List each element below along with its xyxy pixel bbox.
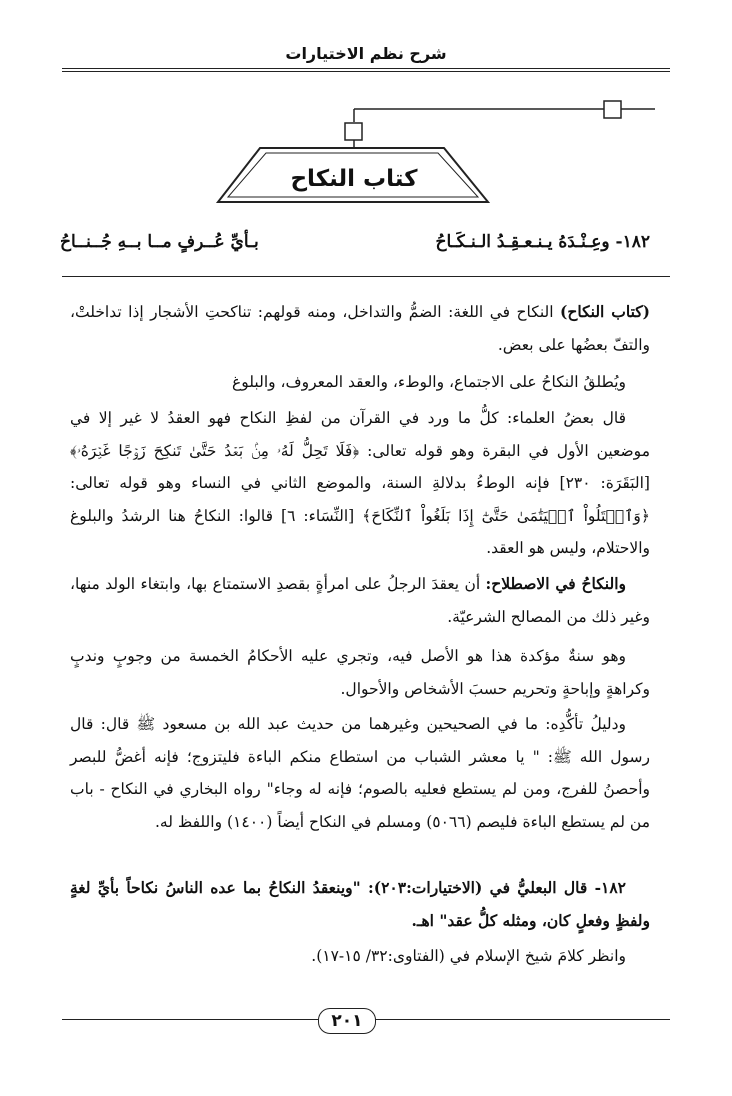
paragraph-quran-usage — [70, 402, 650, 565]
paragraph-text: ١٨٢- قال البعليُّ في (الاختيارات:٢٠٣): "وينعقدُ النكاحُ بما عده الناسُ نكاحاً بأيِّ لغةٍ ولفظٍ وفعلٍ كان، ومثله كلُّ عقد" اهـ. — [70, 878, 650, 930]
paragraph-hadith-evidence — [70, 708, 650, 838]
paragraph-text: أن يعقدَ الرجلُ على امرأةٍ بقصدِ الاستمتاع بها، وابتغاء الولد منها، وغير ذلك من المصالح الشرعيّة. — [70, 575, 650, 626]
paragraph-footnote-ikhtiyarat — [70, 872, 650, 937]
header-rule — [62, 68, 670, 69]
paragraph-lead: والنكاحُ في الاصطلاح: — [485, 574, 626, 593]
page-number: ٢٠١ — [318, 1008, 376, 1034]
paragraph-ruling — [70, 640, 650, 705]
paragraph-text: النكاح في اللغة: الضمُّ والتداخل، ومنه قولهم: تناكحتِ الأشجار إذا تداخلتْ، والتفّ بعضُها على بعض. — [70, 303, 650, 354]
header-rule-thin — [62, 71, 670, 72]
footer-rule-right — [374, 1019, 670, 1020]
paragraph-lead: (كتاب النكاح) — [560, 302, 650, 321]
running-title: شرح نظم الاختيارات — [285, 44, 447, 63]
verse-line — [60, 232, 650, 252]
verse-second-hemistich: بـأيِّ عُــرفٍ مــا بــهِ جُــنــاحُ — [60, 232, 259, 252]
verse-rule — [62, 276, 670, 277]
chapter-ornament — [200, 96, 660, 214]
paragraph-text: وانظر كلامَ شيخ الإسلام في (الفتاوى:٣٢/ ١٥-١٧). — [311, 947, 626, 965]
footer-rule-left — [62, 1019, 318, 1020]
verse-first-hemistich: ١٨٢- وعِـنْـدَهُ يـنـعـقِـدُ الـنـكَـاحُ — [435, 232, 650, 252]
paragraph-text: ويُطلقُ النكاحُ على الاجتماع، والوطء، والعقد المعروف، والبلوغ — [232, 373, 626, 391]
paragraph-text: ودليلُ تأكُّدِه: ما في الصحيحين وغيرهما من حديث عبد الله بن مسعود ﷺ قال: قال رسول الله ﷺ: " يا معشر الشباب من استطاع منكم الباءة فليتزوج؛ فإنه أغضُّ للبصر وأحصنُ للفرج، ومن لم يستطع فعليه بالصوم؛ فإنه له وجاء" رواه البخاري في النكاح - باب من لم يستطع الباءة فليصم (٥٠٦٦) ومسلم في النكاح أيضاً (١٤٠٠) واللفظ له. — [70, 715, 650, 831]
paragraph-definition-term — [70, 568, 650, 633]
paragraph-footnote-fatawa — [70, 940, 650, 973]
paragraph-definition-language — [70, 296, 650, 361]
paragraph-text: وهو سنةٌ مؤكدة هذا هو الأصل فيه، وتجري عليه الأحكامُ الخمسة من وجوبٍ وندبٍ وكراهةٍ وإباحةٍ وتحريم حسبَ الأشخاص والأحوال. — [70, 647, 650, 698]
paragraph-meanings — [70, 366, 650, 399]
chapter-title: كتاب النكاح — [290, 166, 418, 192]
paragraph-text: قال بعضُ العلماء: كلُّ ما ورد في القرآن من لفظِ النكاح فهو العقدُ لا غير إلا في موضعين الأول في البقرة وهو قوله تعالى: ﴿فَلَا تَحِلُّ لَهُۥ مِنۢ بَعۡدُ حَتَّىٰ تَنكِحَ زَوۡجًا غَيۡرَهُۥ﴾ [البَقَرَة: ٢٣٠] فإنه الوطءُ بدلالةِ السنة، والموضع الثاني في النساء وهو قوله تعالى: ﴿وَٱبۡتَلُواْ ٱلۡيَتَٰمَىٰ حَتَّىٰٓ إِذَا بَلَغُواْ ٱلنِّكَاحَ﴾ [النِّسَاء: ٦] قالوا: النكاحُ هنا الرشدُ والبلوغ والاحتلام، وليس هو العقد. — [70, 409, 650, 557]
